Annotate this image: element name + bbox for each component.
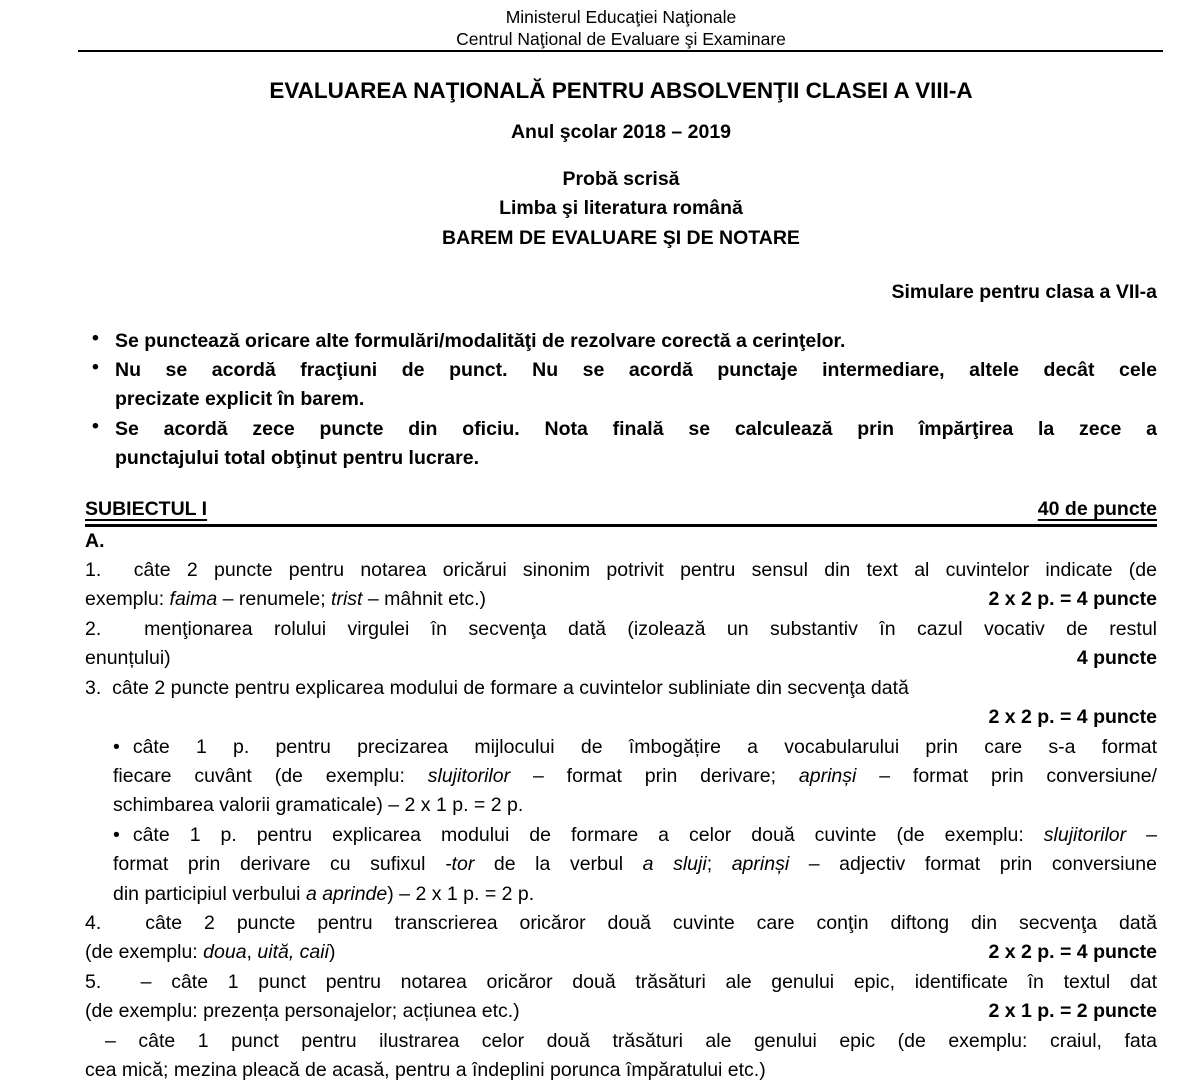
sub-1-line-2: fiecare cuvânt (de exemplu: slujitorilor – format prin derivare; aprinși – format prin conversiune/ (113, 764, 1157, 787)
sub-1-line-3: schimbarea valorii gramaticale) – 2 x 1 p. = 2 p. (113, 794, 524, 817)
bullet-icon: • (92, 326, 99, 349)
score-value: 4 puncte (1076, 647, 1157, 670)
ministry-name: Ministerul Educaţiei Naţionale (505, 7, 737, 27)
bullet-icon: • (92, 356, 99, 379)
section-points: 40 de puncte (1037, 497, 1157, 520)
item-5b-line-2: cea mică; mezina pleacă de acasă, pentru a îndeplini porunca împăratului etc.) (85, 1058, 766, 1081)
section-header (85, 496, 1157, 527)
item-5b-line-1: – câte 1 punct pentru ilustrarea celor două trăsături ale genului epic (de exemplu: craiul, fata (105, 1029, 1157, 1052)
item-4-line-2 (85, 938, 1157, 967)
scoring-items (85, 556, 1157, 1085)
general-notes (85, 327, 1157, 474)
item-4-text: (de exemplu: doua, uită, caii) (85, 941, 336, 964)
note-item (85, 356, 1157, 415)
part-label: A. (85, 529, 105, 552)
sub-2-line-2: format prin derivare cu sufixul -tor de la verbul a sluji; aprinși – adjectiv format prin conversiune (113, 853, 1157, 876)
sub-2-line-1 (113, 821, 1157, 850)
item-3-line-2 (85, 703, 1157, 732)
note-line: Se punctează oricare alte formulări/modalităţi de rezolvare corectă a cerinţelor. (115, 329, 846, 352)
note-line: punctajului total obţinut pentru lucrare. (115, 447, 479, 470)
section-title: SUBIECTUL I (85, 497, 208, 520)
subtitle-block (85, 165, 1157, 253)
sub-bullet-2 (113, 821, 1157, 909)
item-2-line-1: 2. menţionarea rolului virgulei în secvenţa dată (izolează un substantiv în cazul vocativ de restul (85, 617, 1157, 640)
score-value: 2 x 2 p. = 4 puncte (988, 706, 1157, 729)
note-line: Nu se acordă fracţiuni de punct. Nu se acordă punctaje intermediare, altele decât cele (115, 359, 1157, 382)
doc-header (85, 6, 1157, 50)
note-line: precizate explicit în barem. (115, 388, 365, 411)
item-5-line-2 (85, 997, 1157, 1026)
item-2-text: enunțului) (85, 647, 171, 670)
note-item (85, 415, 1157, 474)
note-line: Se acordă zece puncte din oficiu. Nota finală se calculează prin împărţirea la zece a (115, 417, 1157, 440)
bullet-icon: • (113, 735, 120, 758)
sub-1-text: câte 1 p. pentru precizarea mijlocului de îmbogățire a vocabularului prin care s-a format (132, 735, 1157, 758)
subject-name: Limba şi literatura română (499, 197, 743, 220)
item-5-line-1: 5. – câte 1 punct pentru notarea oricăror două trăsături ale genului epic, identificate în textul dat (85, 970, 1157, 993)
sub-2-text: câte 1 p. pentru explicarea modului de formare a celor două cuvinte (de exemplu: slujitorilor – (132, 823, 1158, 846)
note-item (85, 327, 1157, 356)
bullet-icon: • (113, 823, 120, 846)
item-1-line-2 (85, 585, 1157, 614)
score-value: 2 x 1 p. = 2 puncte (988, 1000, 1157, 1023)
bullet-icon: • (92, 414, 99, 437)
doc-title: EVALUAREA NAŢIONALĂ PENTRU ABSOLVENŢII CLASEI A VIII-A (269, 78, 973, 103)
simulation-note: Simulare pentru clasa a VII-a (891, 281, 1157, 304)
score-value: 2 x 2 p. = 4 puncte (988, 588, 1157, 611)
sub-1-line-1 (113, 733, 1157, 762)
item-1-text: exemplu: faima – renumele; trist – mâhnit etc.) (85, 588, 487, 611)
school-year: Anul şcolar 2018 – 2019 (510, 121, 732, 143)
sub-bullet-1 (113, 733, 1157, 821)
score-value: 2 x 2 p. = 4 puncte (988, 941, 1157, 964)
item-3-line-1: 3. câte 2 puncte pentru explicarea modului de formare a cuvintelor subliniate din secvenţa dată (85, 676, 909, 699)
exam-type: Probă scrisă (562, 168, 680, 190)
item-5-text: (de exemplu: prezența personajelor; acțiunea etc.) (85, 1000, 520, 1023)
item-1-line-1: 1. câte 2 puncte pentru notarea oricărui sinonim potrivit pentru sensul din text al cuvintelor indicate (de (85, 559, 1157, 582)
item-2-line-2 (85, 644, 1157, 673)
item-4-line-1: 4. câte 2 puncte pentru transcrierea oricăror două cuvinte care conţin diftong din secvenţa dată (85, 911, 1157, 934)
header-divider (78, 50, 1163, 52)
sub-2-line-3: din participiul verbului a aprinde) – 2 x 1 p. = 2 p. (113, 882, 535, 905)
center-name: Centrul Naţional de Evaluare şi Examinare (456, 29, 786, 49)
barem-title: BAREM DE EVALUARE ŞI DE NOTARE (442, 226, 800, 249)
